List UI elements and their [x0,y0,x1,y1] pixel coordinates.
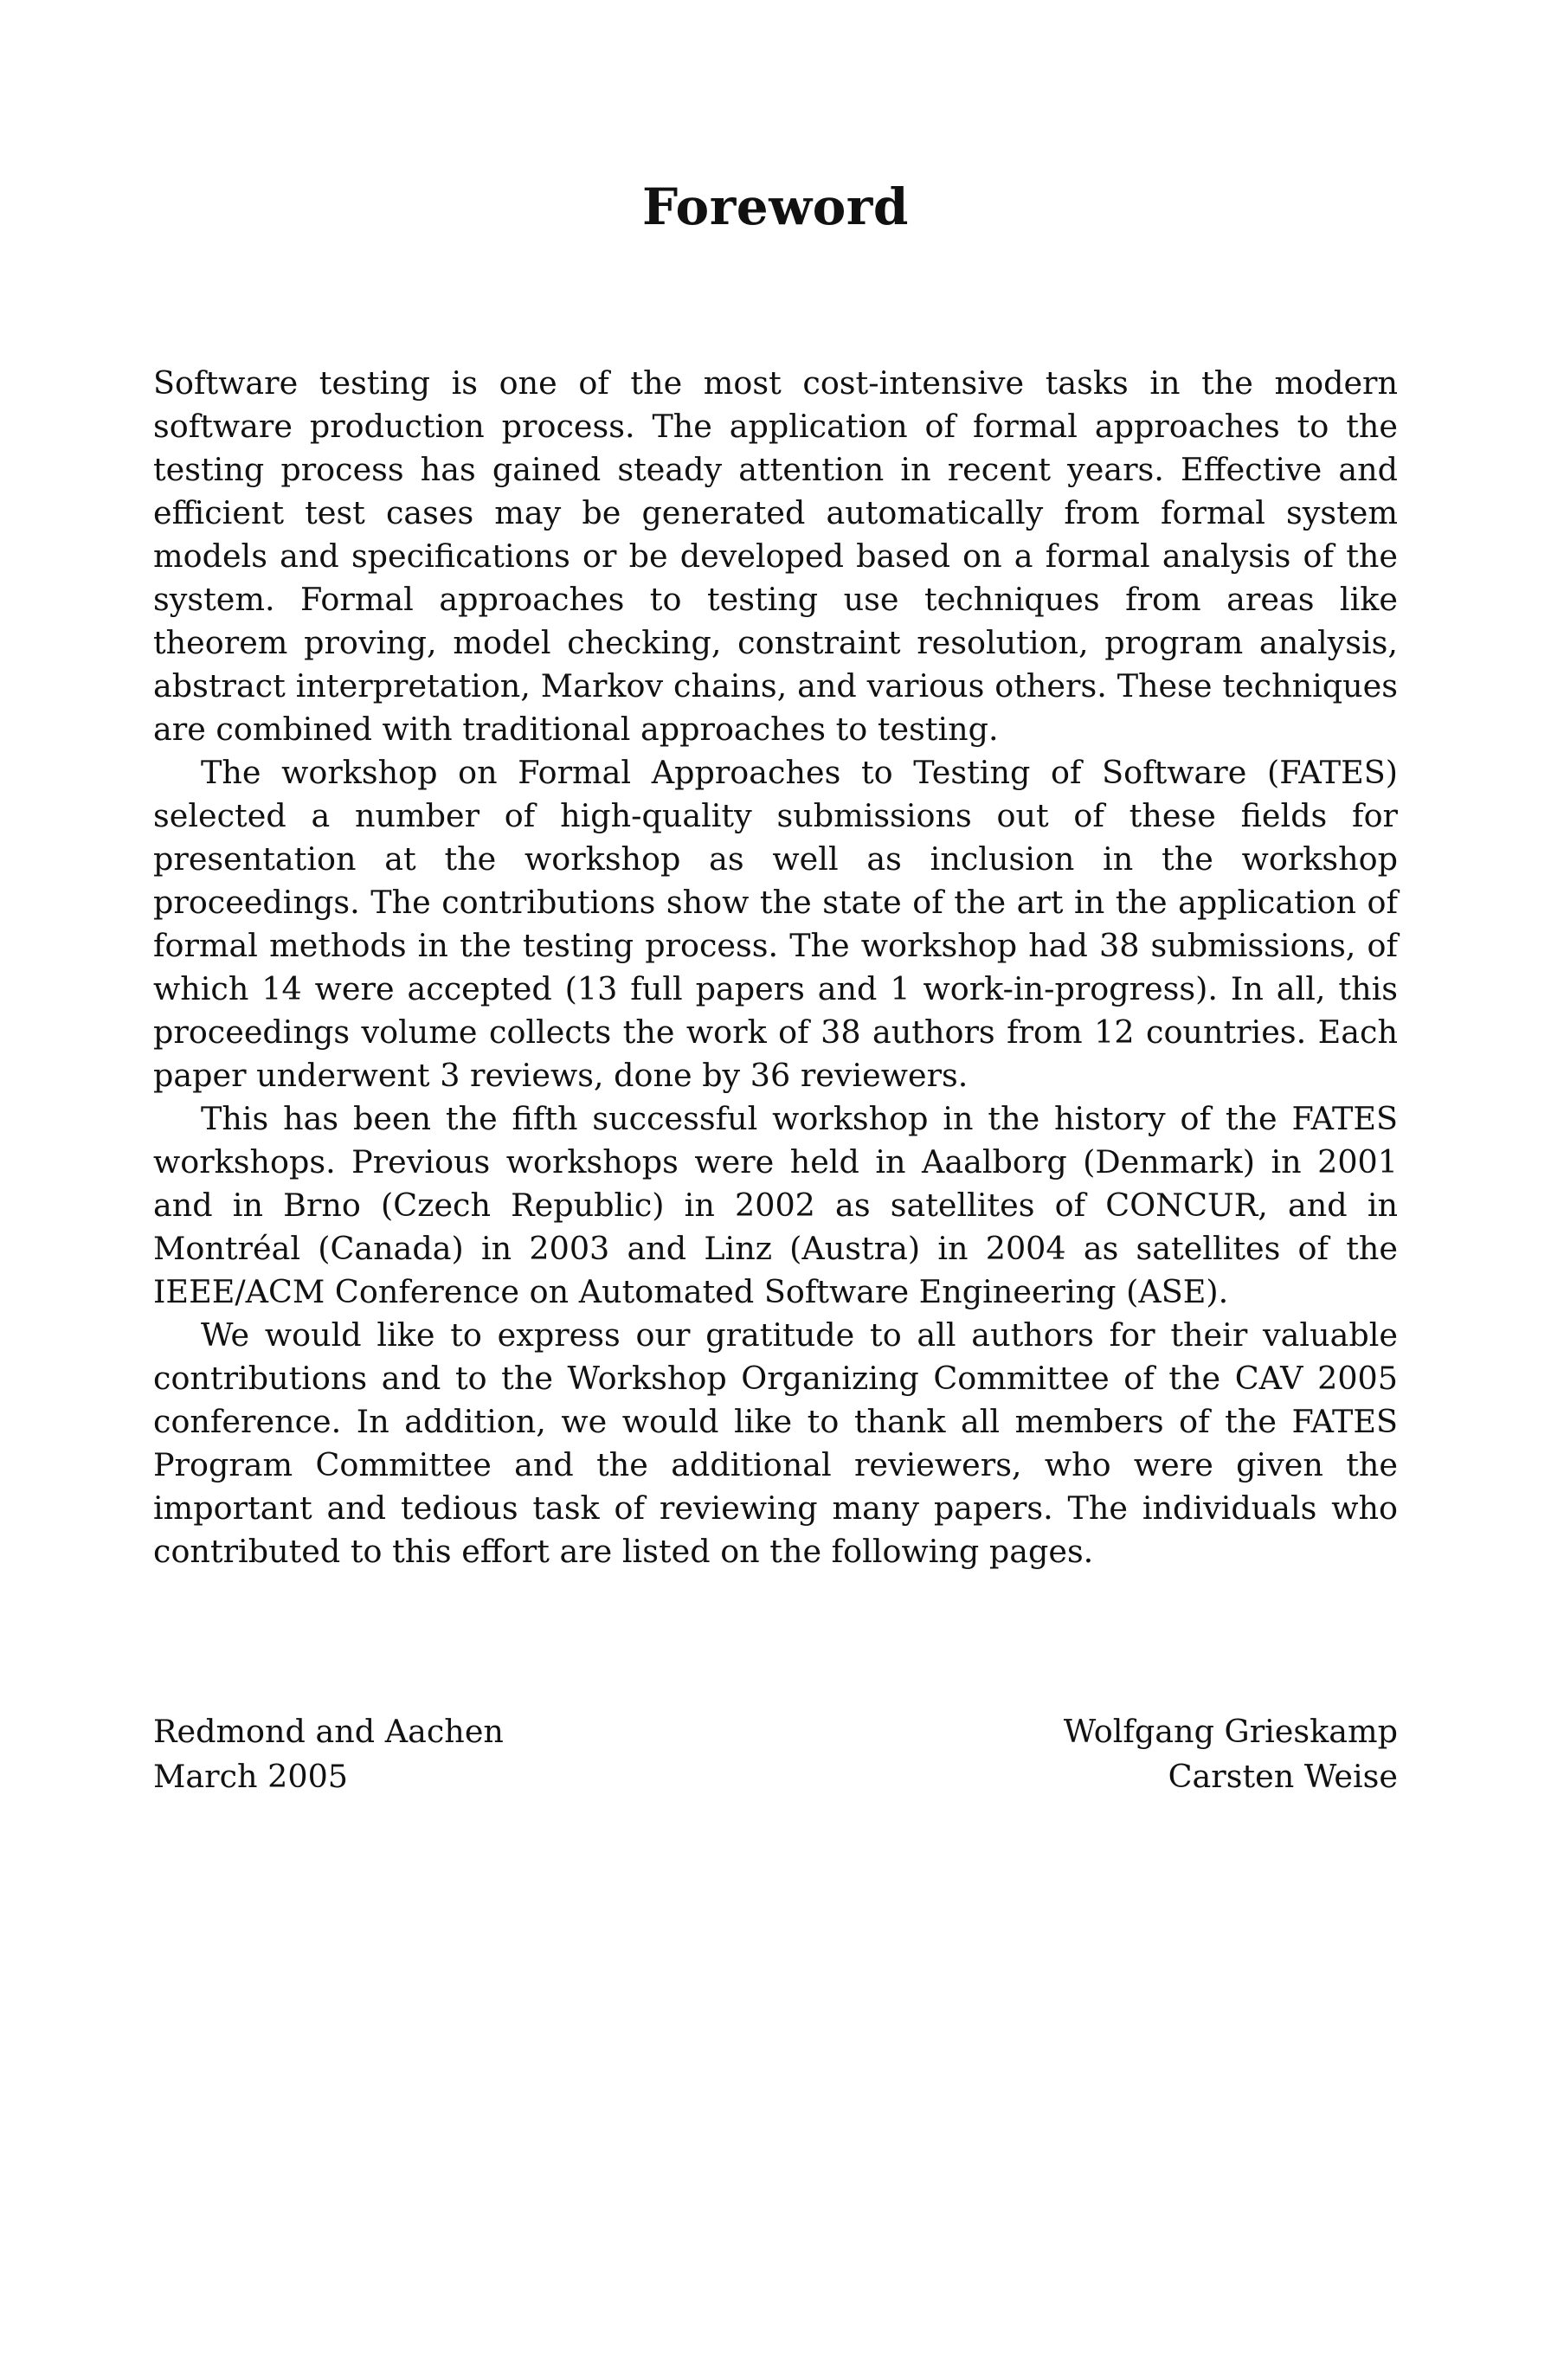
signature-place: Redmond and Aachen [153,1713,504,1750]
author-name: Carsten Weise [1168,1758,1398,1795]
paragraph-acknowledgments: We would like to express our gratitude to all authors for their valuable contributions and to the Workshop Organizing Committee of the CAV 2005 conference. In addition, we would like to thank all members of the FATES Program Committee and the additional reviewers, who were given the important and tedious task of reviewing many papers. The individuals who contributed to this effort are listed on the following pages. [153,1316,1398,1570]
paragraph-history: This has been the fifth successful workshop in the history of the FATES workshops. Previous workshops were held in Aaalborg (Denmark) in 2001 and in Brno (Czech Republic) in 2002 as satellites of CONCUR, and in Montréal (Canada) in 2003 and Linz (Austra) in 2004 as satellites of the IEEE/ACM Conference on Automated Software Engineering (ASE). [153,1100,1398,1310]
page-title: Foreword [642,177,909,236]
signature-authors [1064,1709,1398,1799]
place-and-date [153,1709,504,1799]
signature-date: March 2005 [153,1758,349,1795]
author-name: Wolfgang Grieskamp [1063,1713,1398,1750]
foreword-body [153,362,1398,1573]
document-page [153,0,1398,2380]
paragraph-intro: Software testing is one of the most cost-intensive tasks in the modern software production process. The application of formal approaches to the testing process has gained steady attention in recent years. Effective and efficient test cases may be generated automatically from formal system models and specifications or be developed based on a formal analysis of the system. Formal approaches to testing use techniques from areas like theorem proving, model checking, constraint resolution, program analysis, abstract interpretation, Markov chains, and various others. These techniques are combined with traditional approaches to testing. [153,364,1398,748]
signature-block [153,1709,1398,1799]
paragraph-workshop: The workshop on Formal Approaches to Testing of Software (FATES) selected a number of high-quality submissions out of these fields for presentation at the workshop as well as inclusion in the workshop proceedings. The contributions show the state of the art in the application of formal methods in the testing process. The workshop had 38 submissions, of which 14 were accepted (13 full papers and 1 work-in-progress). In all, this proceedings volume collects the work of 38 authors from 12 countries. Each paper underwent 3 reviews, done by 36 reviewers. [153,754,1398,1094]
